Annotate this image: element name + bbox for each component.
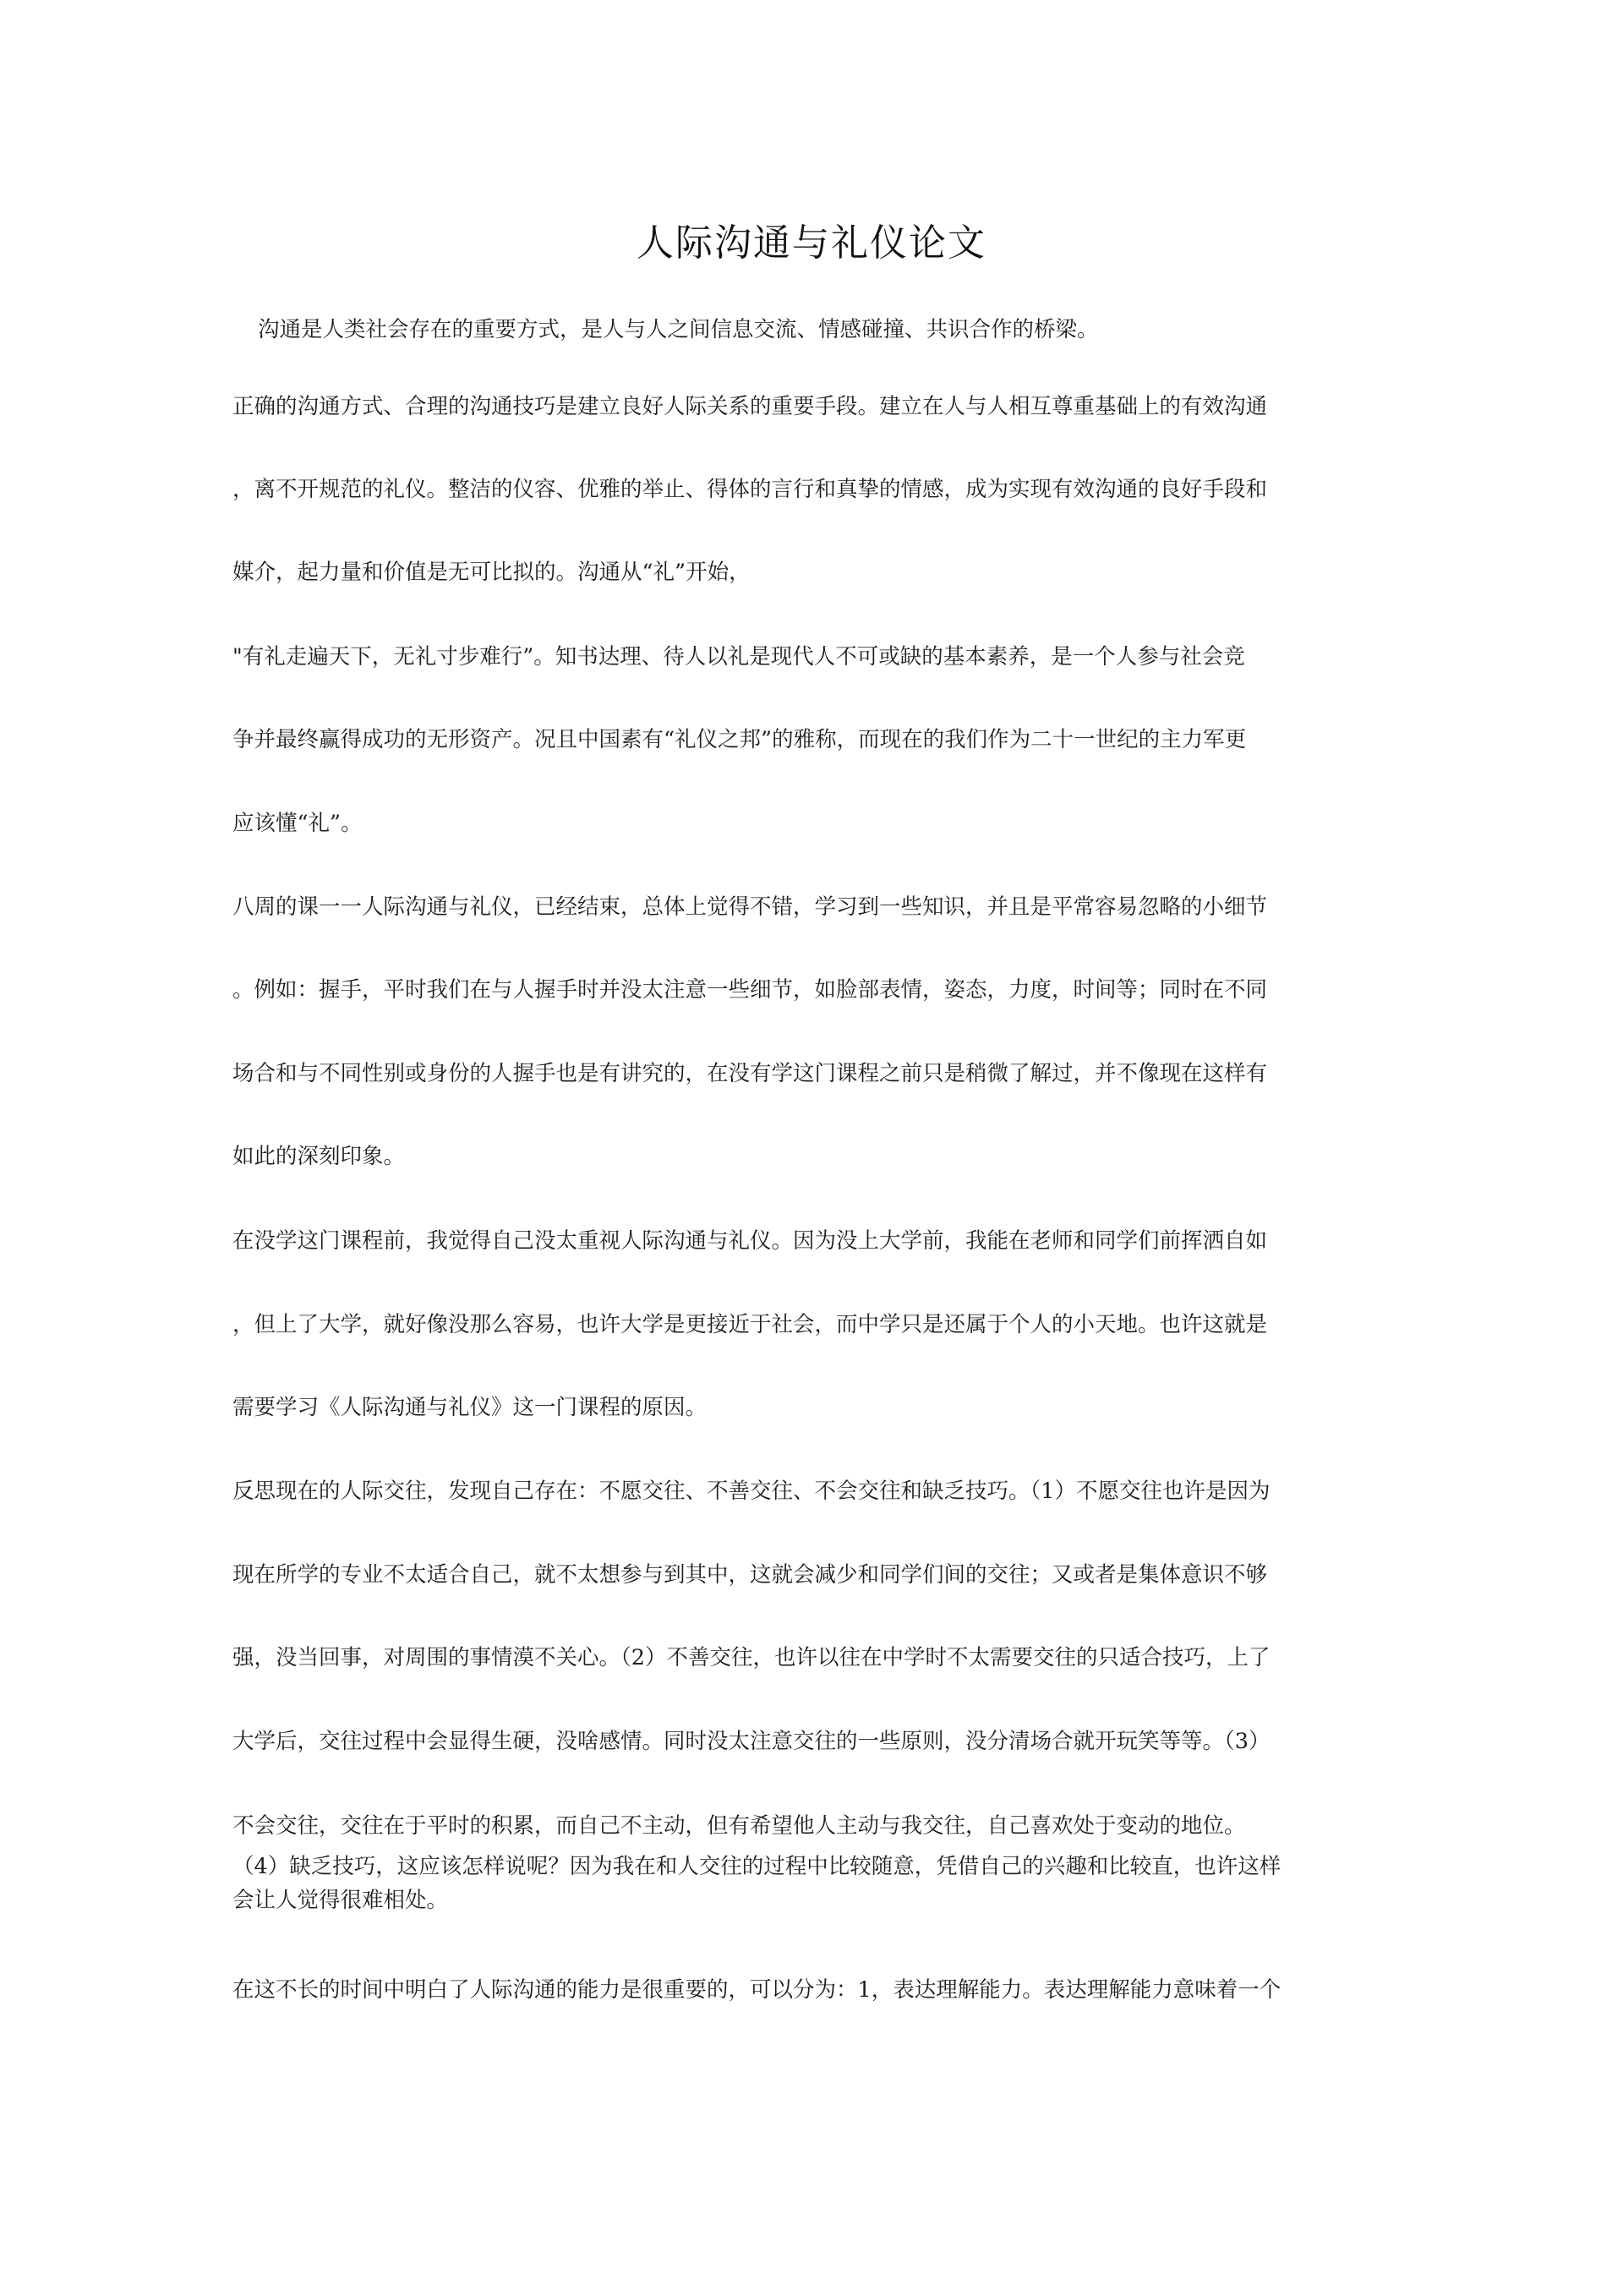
paragraph-line: 应该懂“礼”。 [232, 811, 363, 836]
paragraph-line: 正确的沟通方式、合理的沟通技巧是建立良好人际关系的重要手段。建立在人与人相互尊重基础上的有效沟通 [232, 394, 1268, 419]
paragraph-line: 场合和与不同性别或身份的人握手也是有讲究的，在没有学这门课程之前只是稍微了解过，并不像现在这样有 [232, 1061, 1268, 1086]
paragraph-line: 在没学这门课程前，我觉得自己没太重视人际沟通与礼仪。因为没上大学前，我能在老师和同学们前挥洒自如 [232, 1228, 1268, 1254]
paragraph-line: 需要学习《人际沟通与礼仪》这一门课程的原因。 [232, 1395, 708, 1420]
paragraph-line: 不会交往，交往在于平时的积累，而自己不主动，但有希望他人主动与我交往，自己喜欢处于变动的地位。 [232, 1813, 1246, 1839]
paragraph-line: ，但上了大学，就好像没那么容易，也许大学是更接近于社会，而中学只是还属于个人的小天地。也许这就是 [232, 1312, 1268, 1337]
paragraph-line: 沟通是人类社会存在的重要方式，是人与人之间信息交流、情感碰撞、共识合作的桥梁。 [258, 317, 1099, 342]
paragraph-line: 会让人觉得很难相处。 [232, 1888, 449, 1913]
paragraph-line: 大学后，交往过程中会显得生硬，没啥感情。同时没太注意交往的一些原则，没分清场合就开玩笑等等。（3） [232, 1729, 1271, 1754]
paragraph-line: 现在所学的专业不太适合自己，就不太想参与到其中，这就会减少和同学们间的交往；又或者是集体意识不够 [232, 1562, 1268, 1588]
paragraph-line: 争并最终赢得成功的无形资产。况且中国素有“礼仪之邦”的雅称，而现在的我们作为二十一世纪的主力军更 [232, 727, 1247, 752]
paragraph-line: 强，没当回事，对周围的事情漠不关心。（2）不善交往，也许以往在中学时不太需要交往的只适合技巧，上了 [232, 1645, 1271, 1670]
paragraph-line: 八周的课一一人际沟通与礼仪，已经结束，总体上觉得不错，学习到一些知识，并且是平常容易忽略的小细节 [232, 894, 1268, 920]
paragraph-line: 。例如：握手，平时我们在与人握手时并没太注意一些细节，如脸部表情，姿态，力度，时间等；同时在不同 [232, 977, 1268, 1003]
paragraph-line: （4）缺乏技巧，这应该怎样说呢？因为我在和人交往的过程中比较随意，凭借自己的兴趣和比较直，也许这样 [232, 1854, 1281, 1879]
paragraph-line: 媒介，起力量和价值是无可比拟的。沟通从“礼”开始， [232, 560, 751, 585]
document-title: 人际沟通与礼仪论文 [637, 221, 986, 265]
paragraph-line: "有礼走遍天下，无礼寸步难行”。知书达理、待人以礼是现代人不可或缺的基本素养，是一个人参与社会竞 [232, 644, 1245, 670]
paragraph-line: 如此的深刻印象。 [232, 1144, 406, 1169]
paragraph-line: 在这不长的时间中明白了人际沟通的能力是很重要的，可以分为：1，表达理解能力。表达理解能力意味着一个 [232, 1977, 1281, 2003]
paragraph-line: ，离不开规范的礼仪。整洁的仪容、优雅的举止、得体的言行和真挚的情感，成为实现有效沟通的良好手段和 [232, 477, 1268, 502]
paragraph-line: 反思现在的人际交往，发现自己存在：不愿交往、不善交往、不会交往和缺乏技巧。（1）不愿交往也许是因为 [232, 1479, 1271, 1504]
